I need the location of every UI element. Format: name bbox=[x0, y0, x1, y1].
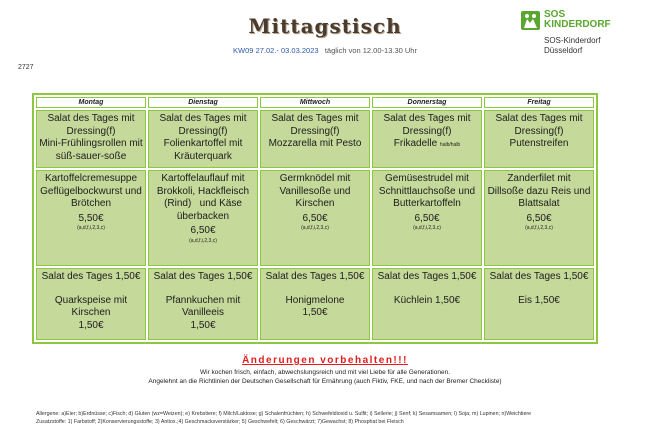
main-dish-cell: Kartoffelcremesuppe Geflügelbockwurst und Brötchen 5,50€ (a,d,f,i,2,3,c) bbox=[36, 170, 146, 266]
guidelines-note: Angelehnt an die Richtlinien der Deutschen Gesellschaft für Ernährung (auch Fiktiv, FKE, und nach der Bremer Checkliste) bbox=[148, 378, 502, 385]
day-header: Donnerstag bbox=[372, 97, 482, 108]
day-header: Mittwoch bbox=[260, 97, 370, 108]
allergen-codes: (a,d,f,i,2,3,c) bbox=[525, 225, 553, 231]
week-number: KW09 bbox=[233, 46, 254, 55]
day-header: Freitag bbox=[484, 97, 594, 108]
salad-cell: Salat des Tages mit Dressing(f) Frikadelle halb/halb bbox=[372, 110, 482, 168]
allergen-codes: (a,d,f,i,2,3,c) bbox=[301, 225, 329, 231]
price: 6,50€ bbox=[414, 212, 440, 224]
day-header: Montag bbox=[36, 97, 146, 108]
opening-hours: täglich von 12.00-13.30 Uhr bbox=[324, 46, 417, 55]
dessert-cell: Salat des Tages 1,50€ Küchlein 1,50€ bbox=[372, 268, 482, 340]
additives-legend: Zusatzstoffe: 1) Farbstoff; 2)Konservierungsstoffe; 3) Antiox.;4) Geschmacksverstärker; 5) Geschwefelt; 6) Geschwärzt; 7)Gewachst; 8) Phosphat bei Fleisch bbox=[36, 419, 404, 425]
date-range: 27.02.- 03.03.2023 bbox=[255, 46, 319, 55]
day-header: Dienstag bbox=[148, 97, 258, 108]
price: 5,50€ bbox=[78, 212, 104, 224]
dessert-cell: Salat des Tages 1,50€ Pfannkuchen mit Vanilleeis 1,50€ bbox=[148, 268, 258, 340]
salad-cell: Salat des Tages mit Dressing(f) Mozzarella mit Pesto bbox=[260, 110, 370, 168]
main-dish-cell: Zanderfilet mit Dillsoße dazu Reis und Blattsalat 6,50€ (a,d,f,i,2,3,c) bbox=[484, 170, 594, 266]
changes-reserved-notice: Änderungen vorbehalten!!! bbox=[242, 355, 408, 366]
price: 6,50€ bbox=[190, 225, 216, 236]
main-dish-row bbox=[36, 170, 594, 266]
dessert-cell: Salat des Tages 1,50€ Eis 1,50€ bbox=[484, 268, 594, 340]
portion-note: halb/halb bbox=[439, 142, 461, 148]
main-dish-cell: Gemüsestrudel mit Schnittlauchsoße und Butterkartoffeln 6,50€ (a,d,f,i,2,3,c) bbox=[372, 170, 482, 266]
price: 1,50€ bbox=[78, 319, 104, 331]
menu-code: 2727 bbox=[18, 64, 34, 71]
price: 6,50€ bbox=[526, 212, 552, 224]
day-header-row bbox=[36, 97, 594, 108]
page-title: Mittagstisch bbox=[248, 14, 402, 38]
salad-cell: Salat des Tages mit Dressing(f) Putenstreifen bbox=[484, 110, 594, 168]
price: 1,50€ bbox=[302, 307, 328, 318]
allergen-codes: (a,d,f,i,2,3,c) bbox=[413, 225, 441, 231]
dessert-cell: Salat des Tages 1,50€ Quarkspeise mit Kirschen 1,50€ bbox=[36, 268, 146, 340]
main-dish-cell: Kartoffelauflauf mit Brokkoli, Hackfleisch (Rind) und Käse überbacken 6,50€ (a,d,f,i,2,3,c) bbox=[148, 170, 258, 266]
kitchen-note: Wir kochen frisch, einfach, abwechslungsreich und mit viel Liebe für alle Generationen. bbox=[199, 369, 451, 376]
salad-cell: Salat des Tages mit Dressing(f) Mini-Frühlingsrollen mit süß-sauer-soße bbox=[36, 110, 146, 168]
salad-row bbox=[36, 110, 594, 168]
salad-cell: Salat des Tages mit Dressing(f) Folienkartoffel mit Kräuterquark bbox=[148, 110, 258, 168]
weekly-menu-table bbox=[32, 93, 598, 344]
allergen-legend: Allergene: a)Eier; b)Erdnüsse; c)Fisch; d) Gluten (wz=Weizen); e) Krebstiere; f) Milch/Laktose; g) Schalenfrüchten; h) Schwefeldioxid u. Sulfit; i) Sellerie; j) Senf; k) Sesamsamen; l) Soja; m) Lupinen; n)Weichtiere bbox=[36, 411, 532, 417]
price: 6,50€ bbox=[302, 212, 328, 224]
sos-family-icon bbox=[521, 11, 540, 30]
main-dish-cell: Germknödel mit Vanillesoße und Kirschen 6,50€ (a,d,f,i,2,3,c) bbox=[260, 170, 370, 266]
allergen-codes: (a,d,f,i,2,3,c) bbox=[77, 225, 105, 231]
allergen-codes: (a,d,f,i,2,3,c) bbox=[189, 237, 217, 244]
dessert-row bbox=[36, 268, 594, 340]
organization-address: SOS-Kinderdorf Düsseldorf bbox=[544, 36, 601, 55]
price: 1,50€ bbox=[190, 319, 216, 331]
dessert-cell: Salat des Tages 1,50€ Honigmelone 1,50€ bbox=[260, 268, 370, 340]
logo-wordmark: SOS KINDERDORF bbox=[544, 9, 611, 30]
